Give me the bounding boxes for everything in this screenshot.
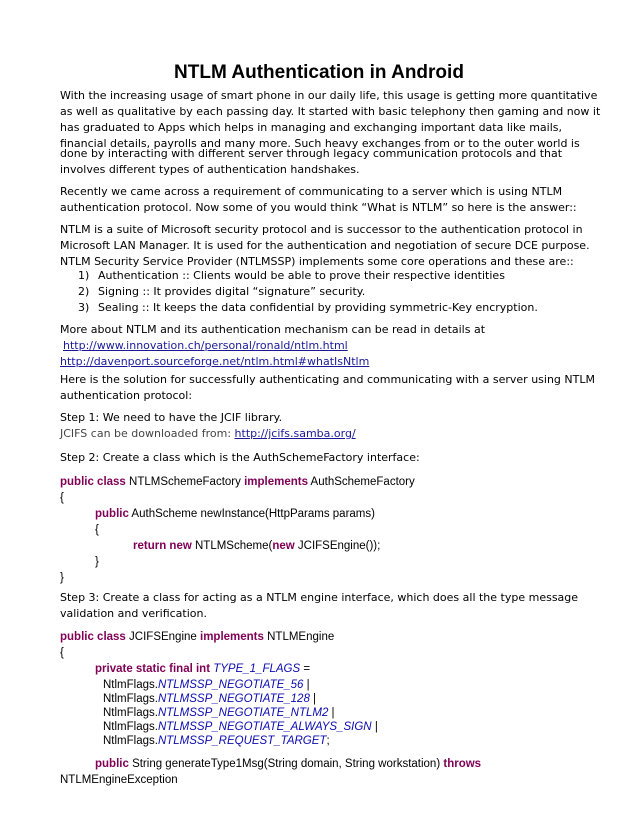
code-text: JCIFSEngine()); bbox=[294, 540, 381, 552]
step2-text: Step 2: Create a class which is the AuthSchemeFactory interface: bbox=[60, 451, 420, 464]
code-line bbox=[95, 662, 310, 676]
code-keyword: implements bbox=[200, 631, 264, 643]
ntlm-davenport-link[interactable] bbox=[60, 354, 369, 370]
jcifs-link[interactable]: http://jcifs.samba.org/ bbox=[234, 427, 356, 440]
intro-line: With the increasing usage of smart phone in our daily life, this usage is getting more quantitative bbox=[60, 89, 598, 102]
code-text: NtlmFlags. bbox=[103, 721, 158, 733]
code-text: = bbox=[300, 663, 311, 675]
step3-line: Step 3: Create a class for acting as a NTLM engine interface, which does all the type message bbox=[60, 591, 579, 604]
code-line: NTLMEngineException bbox=[60, 774, 178, 786]
step3-line: validation and verification. bbox=[60, 607, 207, 620]
code-line bbox=[60, 630, 334, 644]
code-text: NtlmFlags. bbox=[103, 707, 158, 719]
code-line bbox=[95, 756, 481, 772]
code-constant: NTLMSSP_NEGOTIATE_128 bbox=[157, 693, 310, 705]
list-item bbox=[78, 284, 365, 300]
ntlm-innovation-link[interactable] bbox=[63, 338, 348, 354]
code-text: AuthScheme newInstance(HttpParams params) bbox=[128, 508, 375, 520]
code-text: NTLMScheme( bbox=[191, 540, 273, 552]
code-constant: TYPE_1_FLAGS bbox=[213, 663, 301, 675]
code-text: | bbox=[309, 693, 317, 705]
code-text: NtlmFlags. bbox=[103, 735, 158, 747]
code-keyword: public class bbox=[60, 631, 126, 643]
code-line bbox=[133, 538, 380, 554]
code-keyword: implements bbox=[244, 476, 308, 488]
code-line bbox=[103, 692, 316, 706]
intro-line: done by interacting with different server through legacy communication protocols and that bbox=[60, 147, 563, 160]
code-constant: NTLMSSP_NEGOTIATE_NTLM2 bbox=[157, 707, 329, 719]
code-line: } bbox=[60, 572, 64, 584]
code-keyword: public bbox=[95, 758, 129, 770]
jcifs-download-label: JCIFS can be downloaded from: bbox=[60, 427, 235, 440]
ntlm-desc-line: Microsoft LAN Manager. It is used for the authentication and negotiation of secure DCE purpose. bbox=[60, 239, 590, 252]
code-line: } bbox=[95, 556, 99, 568]
code-keyword: public bbox=[95, 508, 129, 520]
code-line bbox=[103, 720, 378, 734]
code-line: { bbox=[60, 647, 64, 659]
list-item bbox=[78, 268, 505, 284]
list-item bbox=[78, 300, 538, 316]
code-line bbox=[103, 678, 310, 692]
list-number: 3) bbox=[78, 301, 90, 314]
link-text[interactable]: http://www.innovation.ch/personal/ronald/ntlm.html bbox=[63, 339, 348, 352]
code-text: | bbox=[371, 721, 378, 733]
jcifs-download-line bbox=[60, 426, 356, 442]
code-text: String generateType1Msg(String domain, String workstation) bbox=[128, 758, 444, 770]
code-line: { bbox=[95, 524, 99, 536]
code-keyword: new bbox=[272, 540, 295, 552]
code-text: ; bbox=[326, 735, 330, 747]
code-keyword: return new bbox=[133, 540, 192, 552]
ntlm-desc-line: NTLM is a suite of Microsoft security protocol and is successor to the authentication protocol in bbox=[60, 223, 583, 236]
list-number: 1) bbox=[78, 269, 90, 282]
code-line bbox=[95, 506, 375, 522]
code-text: | bbox=[303, 679, 310, 691]
link-text[interactable]: http://davenport.sourceforge.net/ntlm.html#whatIsNtlm bbox=[60, 355, 370, 368]
code-keyword: public class bbox=[60, 476, 126, 488]
intro-line: financial details, payrolls and many more. Such heavy exchanges from or to the outer world is bbox=[60, 137, 580, 150]
step1-text: Step 1: We need to have the JCIF library. bbox=[60, 411, 283, 424]
list-text: Sealing :: It keeps the data confidential by providing symmetric-Key encryption. bbox=[98, 301, 538, 314]
solution-line: Here is the solution for successfully authenticating and communicating with a server using NTLM bbox=[60, 373, 595, 386]
code-constant: NTLMSSP_NEGOTIATE_56 bbox=[157, 679, 304, 691]
code-text: JCIFSEngine bbox=[125, 631, 200, 643]
code-text: | bbox=[328, 707, 335, 719]
recently-line: authentication protocol. Now some of you would think “What is NTLM” so here is the answer:: bbox=[60, 201, 577, 214]
code-line: { bbox=[60, 492, 64, 504]
solution-line: authentication protocol: bbox=[60, 389, 193, 402]
code-text: NTLMEngine bbox=[263, 631, 335, 643]
code-line bbox=[60, 474, 415, 490]
intro-line: as well as qualitative by each passing day. It started with basic telephony then gaming and now it bbox=[60, 105, 601, 118]
list-text: Signing :: It provides digital “signature” security. bbox=[98, 285, 366, 298]
code-text: AuthSchemeFactory bbox=[308, 476, 415, 488]
code-keyword: throws bbox=[443, 758, 482, 770]
code-constant: NTLMSSP_REQUEST_TARGET bbox=[157, 735, 327, 747]
intro-line: has graduated to Apps which helps in managing and exchanging important data like mails, bbox=[60, 121, 562, 134]
code-text: NtlmFlags. bbox=[103, 679, 158, 691]
more-about-text: More about NTLM and its authentication mechanism can be read in details at bbox=[60, 323, 486, 336]
code-line bbox=[103, 734, 330, 748]
list-number: 2) bbox=[78, 285, 90, 298]
code-keyword: private static final int bbox=[95, 663, 211, 675]
code-constant: NTLMSSP_NEGOTIATE_ALWAYS_SIGN bbox=[157, 721, 372, 733]
list-text: Authentication :: Clients would be able to prove their respective identities bbox=[98, 269, 505, 282]
ntlm-desc-line: NTLM Security Service Provider (NTLMSSP) implements some core operations and these are:: bbox=[60, 255, 574, 268]
intro-line: involves different types of authentication handshakes. bbox=[60, 163, 360, 176]
page-title: NTLM Authentication in Android bbox=[174, 62, 464, 83]
code-text: NTLMSchemeFactory bbox=[125, 476, 245, 488]
code-line bbox=[103, 706, 335, 720]
recently-line: Recently we came across a requirement of communicating to a server which is using NTLM bbox=[60, 185, 563, 198]
code-text: NtlmFlags. bbox=[103, 693, 158, 705]
